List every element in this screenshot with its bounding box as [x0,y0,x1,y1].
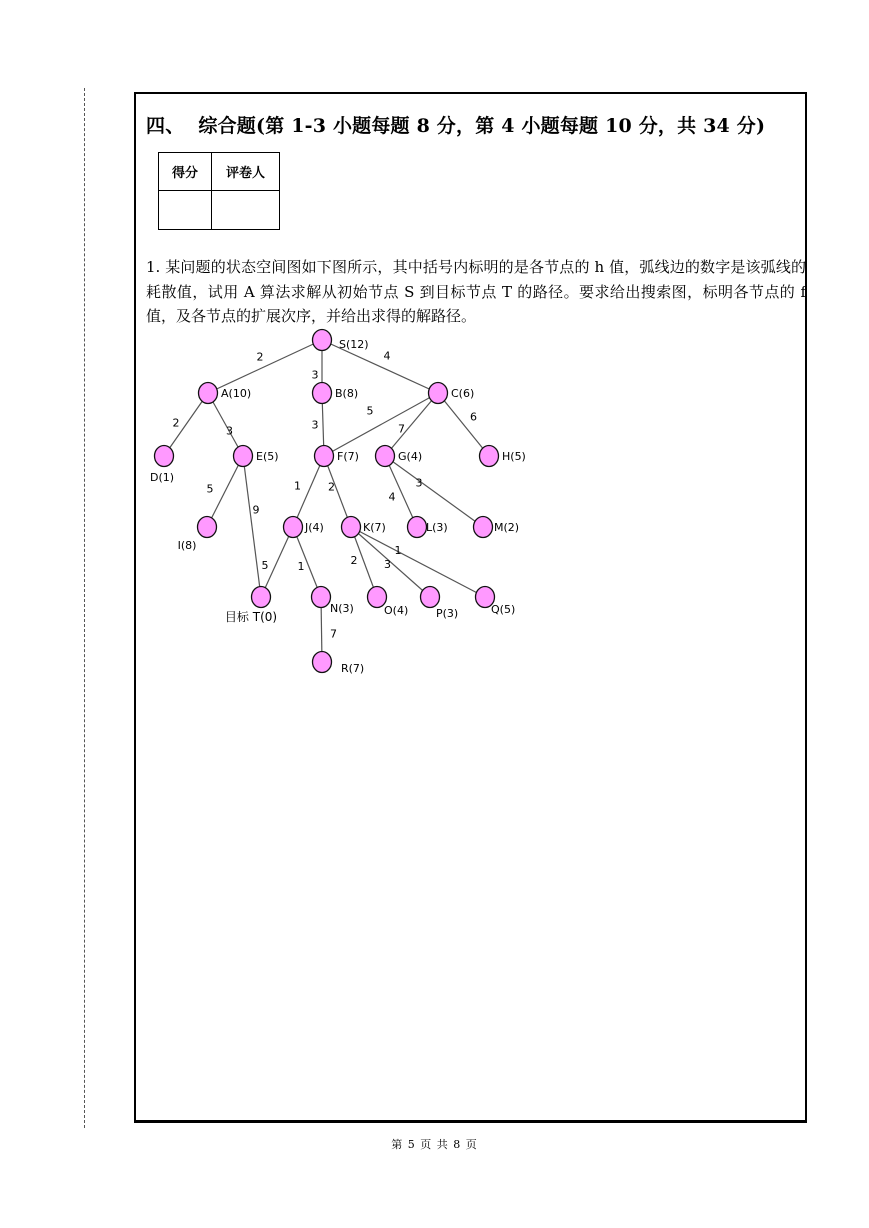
page-footer: 第 5 页 共 8 页 [391,1138,478,1151]
graph-edge-E-T [243,456,261,597]
section-title: 综合题(第 1-3 小题每题 8 分，第 4 小题每题 10 分，共 34 分) [198,115,766,137]
edge-cost-label: 5 [261,559,269,572]
node-label-I: I(8) [177,539,197,552]
node-label-G: G(4) [398,450,423,463]
graph-node-F [315,446,334,467]
edge-cost-label: 7 [330,627,337,641]
node-label-K: K(7) [363,521,386,534]
graph-node-P [421,587,440,608]
graph-node-M [474,517,493,538]
node-label-C: C(6) [451,387,475,400]
node-label-H: H(5) [502,450,526,463]
node-label-D: D(1) [149,471,175,484]
graph-node-G [376,446,395,467]
edge-cost-label: 7 [398,422,405,436]
section-number: 四、 [146,115,185,137]
edge-cost-label: 2 [350,554,358,567]
graph-node-J [284,517,303,538]
edge-cost-label: 2 [256,350,264,364]
edge-cost-label: 5 [206,482,214,496]
node-label-P: P(3) [436,607,459,620]
edge-cost-label: 4 [383,349,391,363]
graph-node-S [313,330,332,351]
node-label-T: 目标 T(0) [224,610,278,624]
graph-node-R [313,652,332,673]
question-text: 1. 某问题的状态空间图如下图所示，其中括号内标明的是各节点的 h 值，弧线边的数字是该弧线的耗散值，试用 A 算法求解从初始节点 S 到目标节点 T 的路径。要求给出搜索图，标明各节点的 f 值，及各节点的扩展次序，并给出求得的解路径。 [146,258,806,325]
node-label-A: A(10) [221,387,252,400]
graph-node-C [429,383,448,404]
score-header: 得分 [159,153,212,191]
graph-edge-C-G [385,393,438,456]
node-label-E: E(5) [256,450,279,463]
node-label-Q: Q(5) [491,603,516,616]
graph-node-I [198,517,217,538]
edge-cost-label: 2 [172,416,180,430]
graph-edge-S-A [208,340,322,393]
node-label-S: S(12) [339,338,369,351]
edge-cost-label: 3 [384,558,391,571]
graph-node-T [252,587,271,608]
edge-cost-label: 3 [311,368,319,382]
edge-cost-label: 9 [252,503,260,517]
edge-cost-label: 1 [394,544,402,557]
node-label-J: J(4) [305,521,324,534]
graph-node-H [480,446,499,467]
edge-cost-label: 4 [388,490,396,504]
graph-edge-C-H [438,393,489,456]
graph-edge-A-D [164,393,208,456]
edge-cost-label: 1 [294,479,301,493]
edge-cost-label: 3 [311,418,319,432]
edge-cost-label: 1 [297,560,305,573]
graph-node-B [313,383,332,404]
graph-node-D [155,446,174,467]
graph-node-L [408,517,427,538]
graph-node-E [234,446,253,467]
graph-node-N [312,587,331,608]
edge-cost-label: 6 [470,410,477,424]
node-label-M: M(2) [494,521,520,534]
graph-node-K [342,517,361,538]
graph-node-A [199,383,218,404]
grader-header: 评卷人 [212,153,280,191]
graph-edge-G-M [385,456,483,527]
edge-cost-label: 3 [226,424,233,438]
edge-cost-label: 3 [415,476,423,490]
node-label-N: N(3) [330,602,354,615]
node-label-B: B(8) [335,387,359,400]
edge-cost-label: 5 [366,404,374,418]
node-label-O: O(4) [384,604,409,617]
node-label-L: L(3) [426,521,448,534]
node-label-R: R(7) [341,662,365,675]
edge-cost-label: 2 [328,480,335,494]
node-label-F: F(7) [337,450,359,463]
